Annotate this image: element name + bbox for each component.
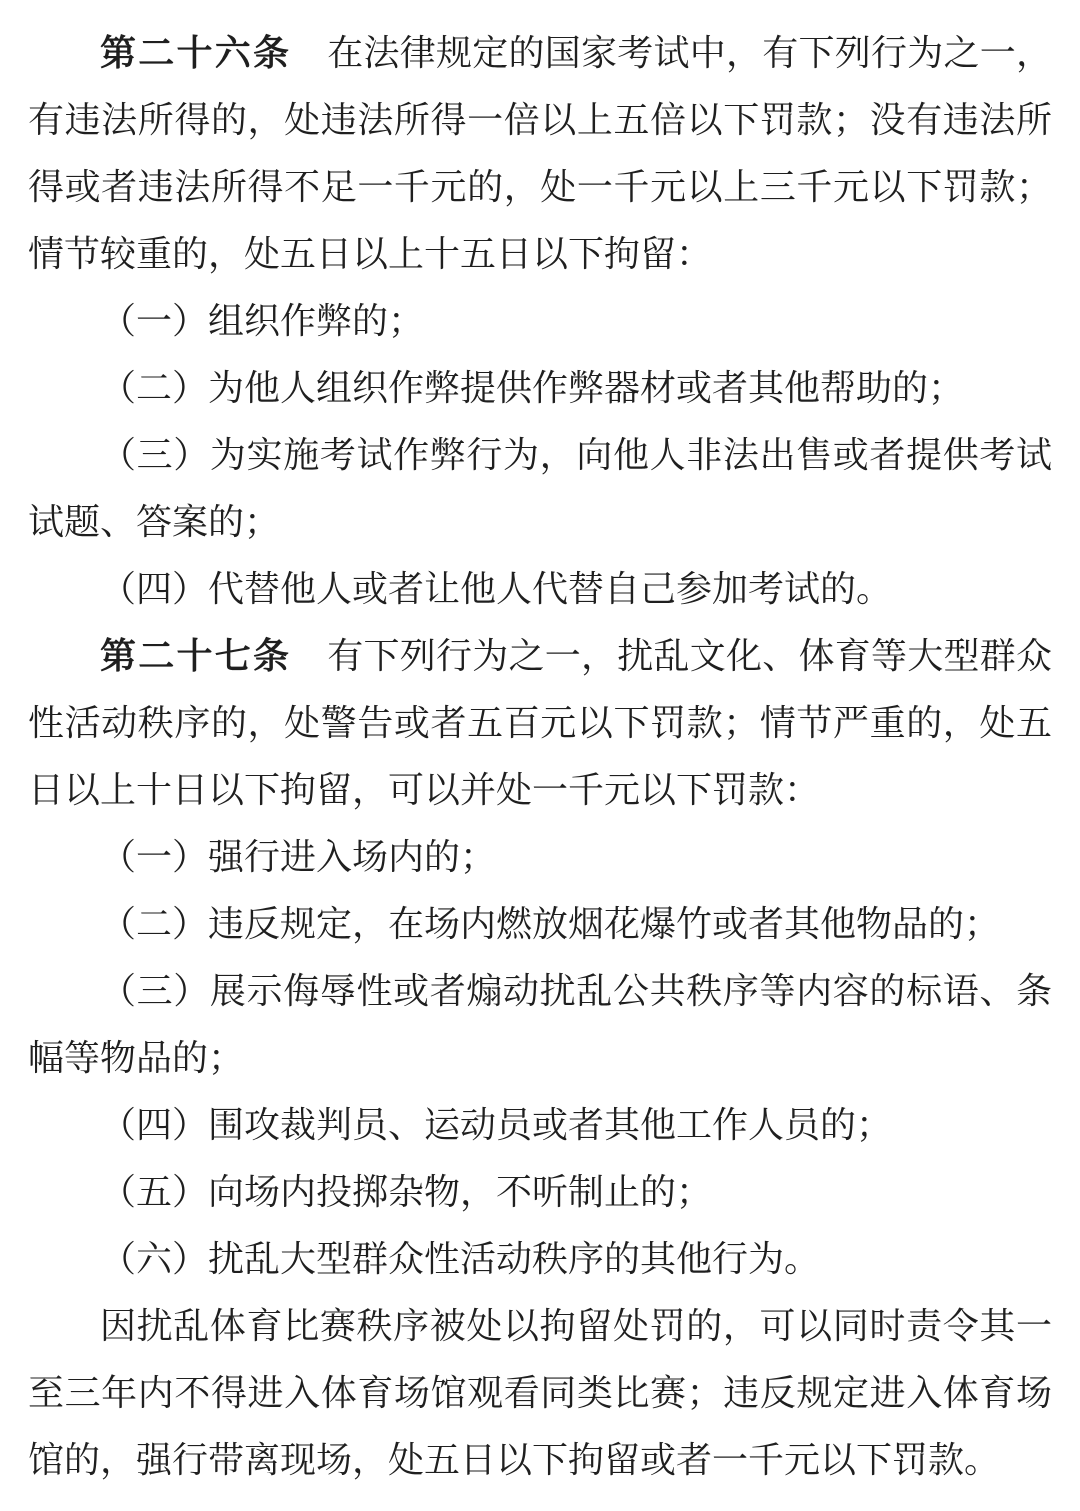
article-27-item-6: （六）扰乱大型群众性活动秩序的其他行为。 (100, 1239, 821, 1280)
article-26-number: 第二十六条 (100, 32, 292, 74)
article-27-closing-paragraph: 因扰乱体育比赛秩序被处以拘留处罚的，可以同时责令其一至三年内不得进入体育场馆观看同类比赛；违反规定进入体育场馆的，强行带离现场，处五日以下拘留或者一千元以下罚款。 (28, 1306, 1052, 1481)
article-26-body-text: 在法律规定的国家考试中，有下列行为之一，有违法所得的，处违法所得一倍以上五倍以下罚款；没有违法所得或者违法所得不足一千元的，处一千元以上三千元以下罚款；情节较重的，处五日以上十五日以下拘留： (28, 33, 1052, 275)
article-27-number: 第二十七条 (100, 635, 292, 677)
article-26-item-3: （三）为实施考试作弊行为，向他人非法出售或者提供考试试题、答案的； (28, 435, 1052, 543)
article-27-item-3: （三）展示侮辱性或者煽动扰乱公共秩序等内容的标语、条幅等物品的； (28, 971, 1052, 1079)
article-27-item-1: （一）强行进入场内的； (100, 837, 497, 878)
article-26-item-2: （二）为他人组织作弊提供作弊器材或者其他帮助的； (100, 368, 965, 409)
article-26-item-1: （一）组织作弊的； (100, 301, 425, 342)
article-26-item-4: （四）代替他人或者让他人代替自己参加考试的。 (100, 569, 893, 610)
article-26-paragraph (28, 20, 1052, 288)
article-27-item-2: （二）违反规定，在场内燃放烟花爆竹或者其他物品的； (100, 904, 1001, 945)
article-27-paragraph (28, 623, 1052, 824)
article-27-item-4: （四）围攻裁判员、运动员或者其他工作人员的； (100, 1105, 893, 1146)
article-27-body-text: 有下列行为之一，扰乱文化、体育等大型群众性活动秩序的，处警告或者五百元以下罚款；情节严重的，处五日以上十日以下拘留，可以并处一千元以下罚款： (28, 636, 1052, 811)
article-27-item-5: （五）向场内投掷杂物，不听制止的； (100, 1172, 713, 1213)
